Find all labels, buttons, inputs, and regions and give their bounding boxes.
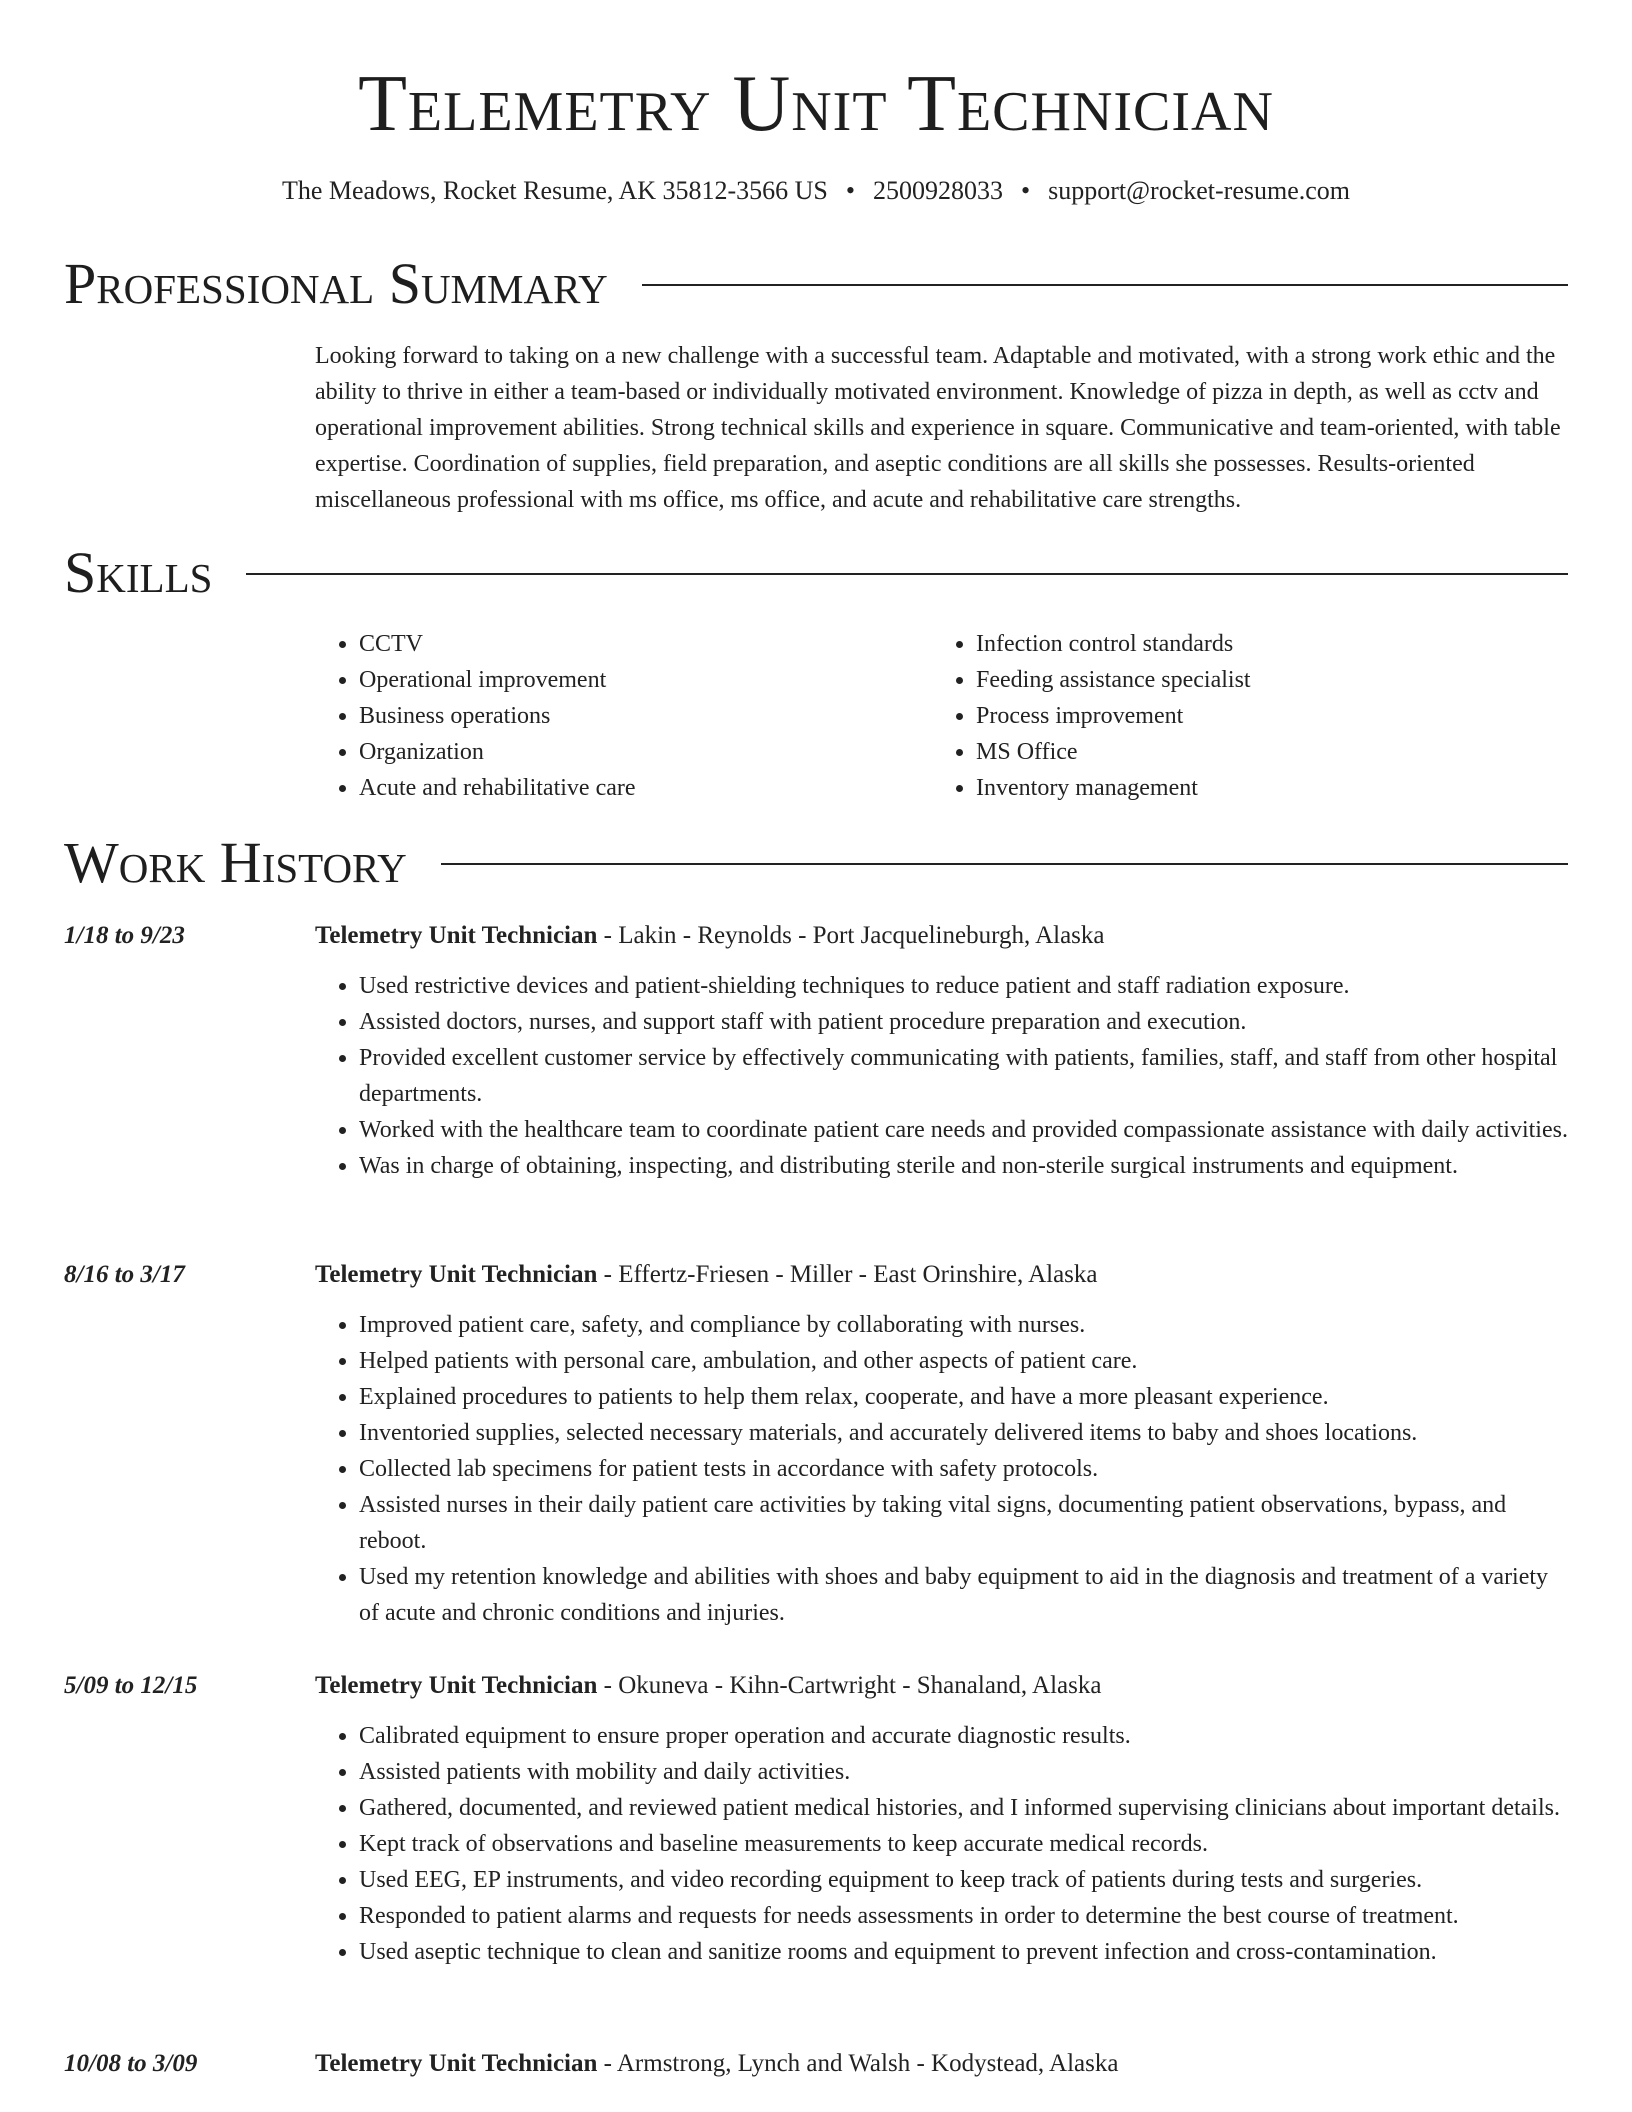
job-title-line (315, 918, 1568, 954)
job-bullets (315, 1718, 1568, 1970)
job-dates: 1/18 to 9/23 (64, 922, 185, 949)
job-title-line (315, 2046, 1568, 2082)
job-bullet: • Responded to patient alarms and requests for needs assessments in order to determine the best course of treatment. (359, 1898, 1568, 1934)
skill-item: • Inventory management (976, 770, 1549, 806)
section-title-skills: Skills (64, 540, 213, 605)
section-title-work-history: Work History (64, 830, 407, 895)
contact-separator: • (1021, 176, 1031, 205)
job-bullet: • Collected lab specimens for patient tests in accordance with safety protocols. (359, 1451, 1568, 1487)
job-title: Telemetry Unit Technician (315, 1672, 598, 1699)
summary-text: Looking forward to taking on a new challenge with a successful team. Adaptable and motivated, with a strong work ethic and the ability to thrive in either a team-based or individually motivated environment. Knowledge of pizza in depth, as well as cctv and operational improvement abilities. Strong technical skills and experience in square. Communicative and team-oriented, with table expertise. Coordination of supplies, field preparation, and aseptic conditions are all skills she possesses. Results-oriented miscellaneous professional with ms office, ms office, and acute and rehabilitative care strengths. (315, 343, 1561, 513)
section-header-work-history (64, 831, 1568, 895)
job-employer: - Okuneva - Kihn-Cartwright - Shanaland, Alaska (597, 1672, 1102, 1699)
job-bullet: • Used my retention knowledge and abilities with shoes and baby equipment to aid in the diagnosis and treatment of a variety of acute and chronic conditions and injuries. (359, 1559, 1568, 1631)
contact-phone: 2500928033 (873, 176, 1003, 205)
job-bullets (315, 1307, 1568, 1631)
job-bullet: • Improved patient care, safety, and compliance by collaborating with nurses. (359, 1307, 1568, 1343)
contact-separator: • (845, 176, 855, 205)
section-title-summary: Professional Summary (64, 251, 608, 316)
skill-item: • CCTV (359, 626, 932, 662)
section-header-summary (64, 252, 1568, 316)
skill-item: • Infection control standards (976, 626, 1549, 662)
skill-item: • Process improvement (976, 698, 1549, 734)
job-dates: 5/09 to 12/15 (64, 1672, 198, 1699)
job-bullet: • Helped patients with personal care, ambulation, and other aspects of patient care. (359, 1343, 1568, 1379)
section-divider (441, 863, 1568, 865)
contact-email: support@rocket-resume.com (1048, 176, 1351, 205)
job-bullet: • Inventoried supplies, selected necessary materials, and accurately delivered items to baby and shoes locations. (359, 1415, 1568, 1451)
job-bullet: • Worked with the healthcare team to coordinate patient care needs and provided compassionate assistance with daily activities. (359, 1112, 1568, 1148)
job-bullet: • Explained procedures to patients to help them relax, cooperate, and have a more pleasant experience. (359, 1379, 1568, 1415)
skill-item: • Feeding assistance specialist (976, 662, 1549, 698)
job-bullet: • Was in charge of obtaining, inspecting, and distributing sterile and non-sterile surgical instruments and equipment. (359, 1148, 1568, 1184)
skill-item: • Business operations (359, 698, 932, 734)
job-bullet: • Calibrated equipment to ensure proper operation and accurate diagnostic results. (359, 1718, 1568, 1754)
skill-item: • Operational improvement (359, 662, 932, 698)
job-title-line (315, 1257, 1568, 1293)
job-bullet: • Assisted nurses in their daily patient care activities by taking vital signs, documenting patient observations, bypass, and reboot. (359, 1487, 1568, 1559)
skill-item: • Organization (359, 734, 932, 770)
job-employer: - Lakin - Reynolds - Port Jacquelineburgh, Alaska (597, 922, 1105, 949)
job-bullet: • Used aseptic technique to clean and sanitize rooms and equipment to prevent infection and cross-contamination. (359, 1934, 1568, 1970)
section-header-skills (64, 541, 1568, 605)
job-dates: 10/08 to 3/09 (64, 2050, 198, 2077)
job-bullet: • Provided excellent customer service by effectively communicating with patients, families, staff, and staff from other hospital departments. (359, 1040, 1568, 1112)
skills-column-left (315, 626, 932, 806)
job-bullets (315, 968, 1568, 1184)
candidate-name: Telemetry Unit Technician (358, 60, 1274, 148)
job-bullet: • Assisted patients with mobility and daily activities. (359, 1754, 1568, 1790)
job-title-line (315, 1668, 1568, 1704)
job-bullet: • Used restrictive devices and patient-shielding techniques to reduce patient and staff radiation exposure. (359, 968, 1568, 1004)
job-employer: - Effertz-Friesen - Miller - East Orinshire, Alaska (597, 1261, 1098, 1288)
job-employer: - Armstrong, Lynch and Walsh - Kodystead, Alaska (597, 2050, 1119, 2077)
job-title: Telemetry Unit Technician (315, 2050, 598, 2077)
job-bullet: • Kept track of observations and baseline measurements to keep accurate medical records. (359, 1826, 1568, 1862)
job-bullet: • Gathered, documented, and reviewed patient medical histories, and I informed supervising clinicians about important details. (359, 1790, 1568, 1826)
contact-address: The Meadows, Rocket Resume, AK 35812-3566 US (281, 176, 828, 205)
skill-item: • Acute and rehabilitative care (359, 770, 932, 806)
job-title: Telemetry Unit Technician (315, 1261, 598, 1288)
skills-column-right (932, 626, 1549, 806)
job-bullet: • Assisted doctors, nurses, and support staff with patient procedure preparation and execution. (359, 1004, 1568, 1040)
skills-list (315, 626, 1569, 806)
contact-line (0, 176, 1632, 206)
job-bullet: • Used EEG, EP instruments, and video recording equipment to keep track of patients during tests and surgeries. (359, 1862, 1568, 1898)
skill-item: • MS Office (976, 734, 1549, 770)
section-divider (246, 573, 1568, 575)
job-title: Telemetry Unit Technician (315, 922, 598, 949)
section-divider (642, 284, 1568, 286)
job-dates: 8/16 to 3/17 (64, 1261, 185, 1288)
